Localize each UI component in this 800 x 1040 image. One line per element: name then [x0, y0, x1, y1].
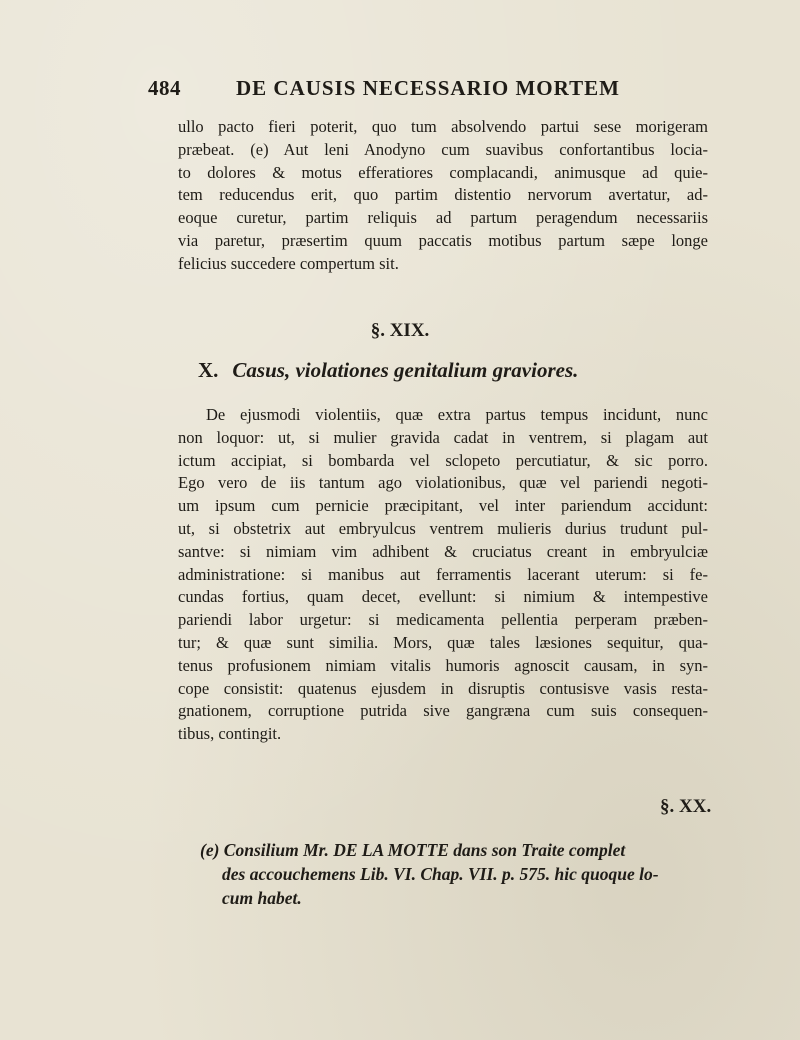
text-line: tenus profusionem nimiam vitalis humoris agnoscit causam, in syn-: [178, 655, 708, 675]
text-line: ut, si obstetrix aut embryulcus ventrem mulieris durius trudunt pul-: [178, 518, 708, 538]
text-line: non loquor: ut, si mulier gravida cadat in ventrem, si plagam aut: [178, 427, 708, 447]
page-number: 484: [148, 76, 181, 100]
text-line: cundas fortius, quam decet, evellunt: si nimium & intempestive: [178, 587, 708, 607]
text-line: ullo pacto fieri poterit, quo tum absolvendo partui sese morigeram: [178, 117, 708, 136]
paragraph-1: [178, 116, 708, 276]
text-line: tem reducendus erit, quo partim distentio nervorum avertatur, ad-: [178, 185, 708, 205]
footnote-line: cum habet.: [222, 888, 302, 908]
text-line: tibus, contingit.: [178, 724, 282, 744]
text-line: tur; & quæ sunt similia. Mors, quæ tales læsiones sequitur, qua-: [178, 632, 708, 652]
text-line: administratione: si manibus aut ferramentis lacerant uterum: si fe-: [178, 564, 708, 584]
text-line: præbeat. (e) Aut leni Anodyno cum suavibus confortantibus locia-: [178, 139, 708, 159]
section-heading-2: §. XX.: [660, 796, 712, 817]
case-heading: [198, 358, 718, 383]
running-title: DE CAUSIS NECESSARIO MORTEM: [236, 76, 620, 100]
paragraph-2: [178, 404, 708, 746]
case-number: X.: [198, 358, 219, 382]
footnote: [200, 838, 720, 910]
text-line: to dolores & motus efferatiores complacandi, animusque ad quie-: [178, 162, 708, 182]
footnote-line: des accouchemens Lib. VI. Chap. VII. p. 575. hic quoque lo-: [222, 864, 659, 884]
text-line: Ego vero de iis tantum ago violationibus, quæ vel pariendi negoti-: [178, 473, 708, 493]
case-title: Casus, violationes genitalium graviores.: [232, 358, 579, 382]
text-line: pariendi labor urgetur: si medicamenta pellentia perperam præben-: [178, 610, 708, 630]
text-line: cope consistit: quatenus ejusdem in disruptis contusisve vasis resta-: [178, 678, 708, 698]
text-line: ictum accipiat, si bombarda vel sclopeto percutiatur, & sic porro.: [178, 450, 708, 470]
text-line: santve: si nimiam vim adhibent & cruciatus creant in embryulciæ: [178, 541, 708, 561]
page-header: [148, 76, 708, 106]
section-heading: §. XIX.: [370, 320, 430, 341]
text-line: eoque curetur, partim reliquis ad partum peragendum necessariis: [178, 208, 708, 228]
footnote-line: (e) Consilium Mr. DE LA MOTTE dans son Traite complet: [200, 840, 626, 860]
text-line: felicius succedere compertum sit.: [178, 253, 399, 273]
text-line: gnationem, corruptione putrida sive gangræna cum suis consequen-: [178, 701, 708, 721]
text-line: De ejusmodi violentiis, quæ extra partus tempus incidunt, nunc: [206, 405, 708, 424]
text-line: via paretur, præsertim quum paccatis motibus partum sæpe longe: [178, 230, 708, 250]
text-line: um ipsum cum pernicie præcipitant, vel inter pariendum accidunt:: [178, 496, 708, 516]
